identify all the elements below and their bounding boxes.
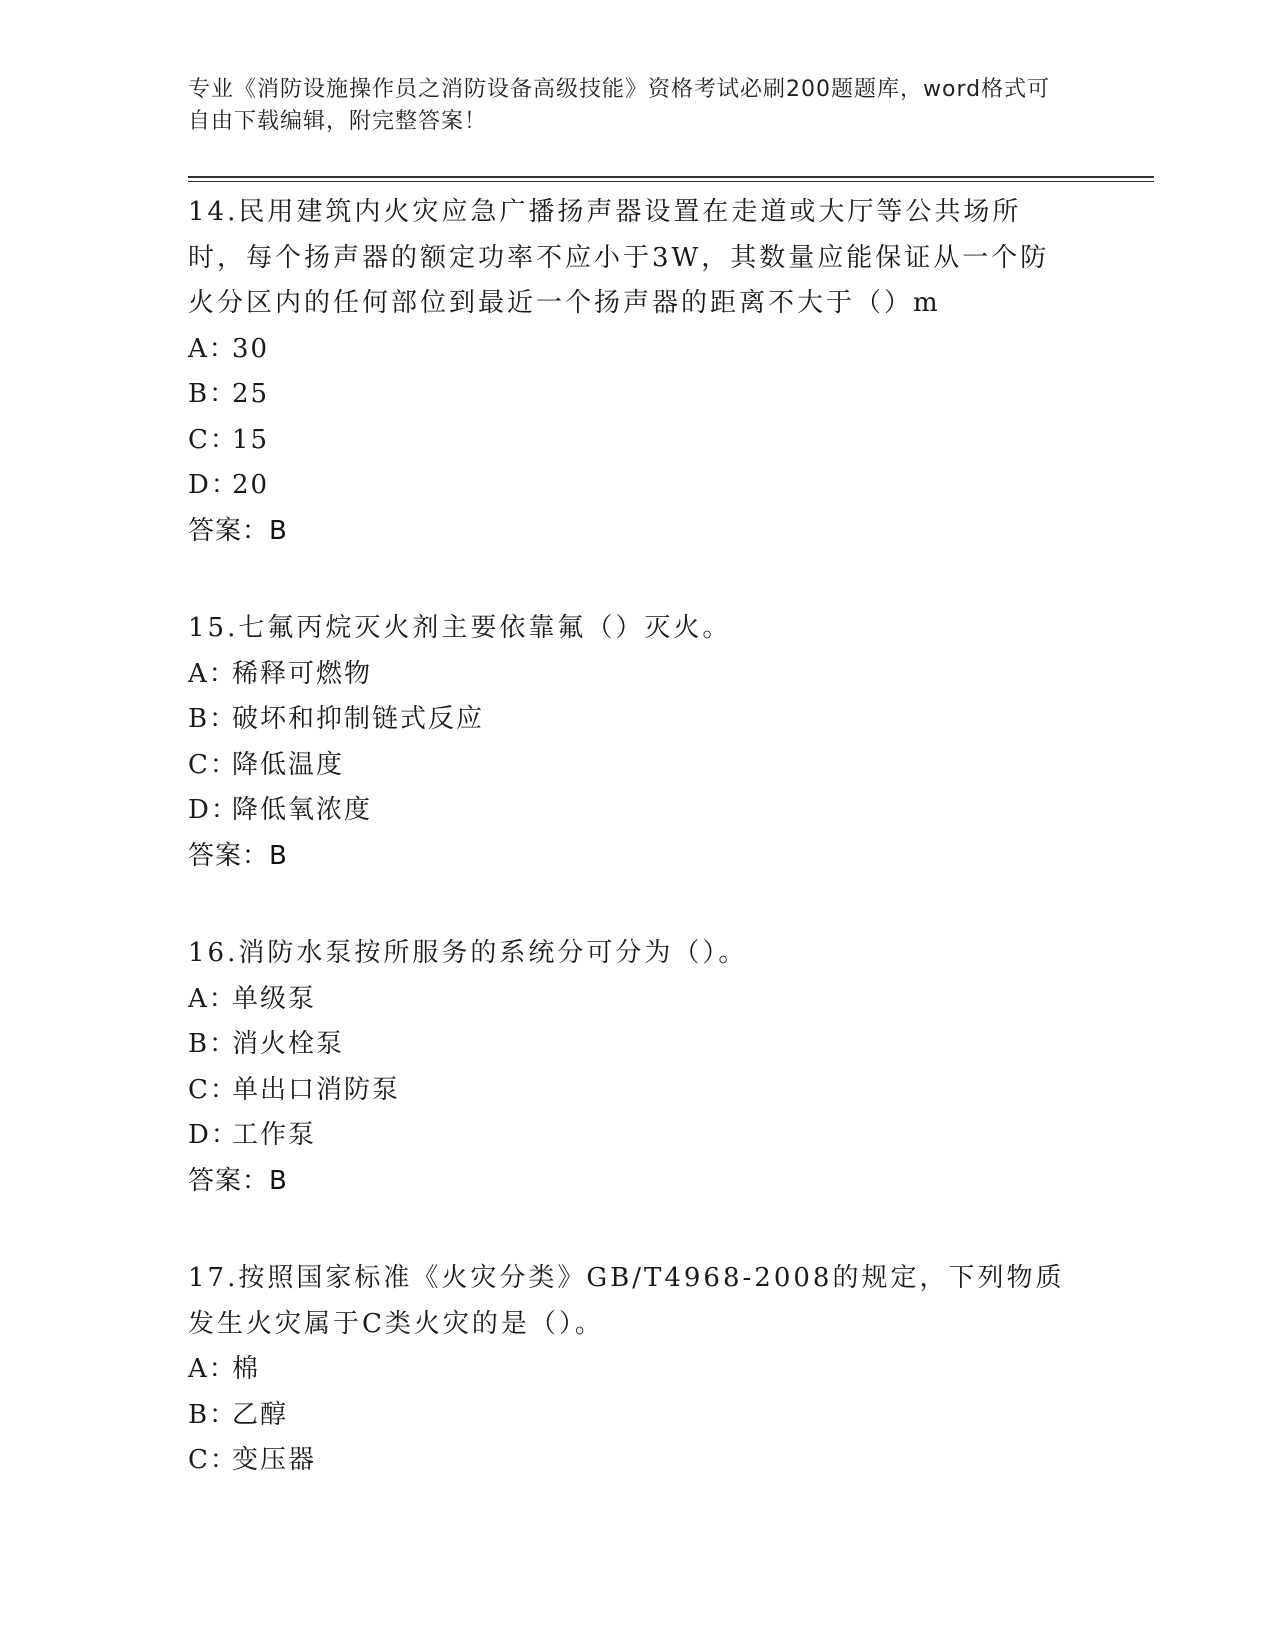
answer-line: 答案：B: [188, 515, 288, 546]
option-text: 单级泵: [232, 983, 317, 1014]
option-letter: D：: [188, 1120, 239, 1150]
question-list: [188, 190, 1068, 1536]
question-stem: 17.按照国家标准《火灾分类》GB/T4968-2008的规定，下列物质发生火灾属于C类火灾的是（）。: [188, 1263, 1065, 1339]
option-c: [188, 1438, 1068, 1484]
option-b: [188, 697, 1068, 743]
option-d: [188, 1113, 1068, 1159]
option-text: 降低氧浓度: [232, 795, 373, 825]
header-divider-thick: [188, 176, 1154, 178]
option-text: 降低温度: [232, 749, 345, 780]
question-15: [188, 606, 1068, 879]
option-c: [188, 418, 1068, 464]
answer-line: 答案：B: [188, 1165, 288, 1196]
question-14: [188, 190, 1068, 554]
option-letter: B：: [188, 1399, 238, 1430]
option-letter: A：: [188, 983, 237, 1014]
option-text: 破坏和抑制链式反应: [232, 704, 485, 734]
option-text: 消火栓泵: [232, 1029, 345, 1059]
option-a: [188, 1347, 1068, 1393]
option-a: [188, 327, 1068, 373]
question-stem: 14.民用建筑内火灾应急广播扬声器设置在走道或大厅等公共场所时，每个扬声器的额定功率不应小于3W，其数量应能保证从一个防火分区内的任何部位到最近一个扬声器的距离不大于（）m: [188, 197, 1050, 318]
option-text: 20: [232, 470, 270, 500]
option-letter: A：: [188, 333, 237, 364]
option-letter: C：: [188, 1074, 238, 1105]
question-stem: 16.消防水泵按所服务的系统分可分为（）。: [188, 938, 748, 968]
option-letter: D：: [188, 795, 239, 825]
option-letter: D：: [188, 470, 239, 500]
option-text: 25: [232, 379, 270, 409]
option-letter: A：: [188, 1354, 237, 1384]
option-text: 单出口消防泵: [232, 1074, 401, 1105]
option-a: [188, 977, 1068, 1023]
option-letter: C：: [188, 1445, 238, 1475]
option-text: 15: [232, 424, 270, 455]
option-c: [188, 1068, 1068, 1114]
question-17: [188, 1256, 1068, 1484]
option-d: [188, 788, 1068, 834]
option-letter: C：: [188, 749, 238, 780]
question-stem: 15.七氟丙烷灭火剂主要依靠氟（）灭火。: [188, 613, 732, 643]
option-b: [188, 1022, 1068, 1068]
answer-line: 答案：B: [188, 840, 288, 871]
header-divider-thin: [188, 181, 1154, 182]
option-b: [188, 1393, 1068, 1439]
document-header: 专业《消防设施操作员之消防设备高级技能》资格考试必刷200题题库，word格式可自由下载编辑，附完整答案！: [188, 77, 1051, 134]
option-text: 30: [232, 333, 270, 364]
option-a: [188, 652, 1068, 698]
option-d: [188, 463, 1068, 509]
option-letter: C：: [188, 424, 238, 455]
option-letter: B：: [188, 1029, 238, 1059]
option-b: [188, 372, 1068, 418]
option-text: 棉: [232, 1354, 261, 1384]
option-text: 稀释可燃物: [232, 658, 373, 689]
option-text: 工作泵: [232, 1120, 317, 1150]
question-16: [188, 931, 1068, 1204]
option-c: [188, 743, 1068, 789]
option-letter: B：: [188, 704, 238, 734]
option-text: 变压器: [232, 1445, 317, 1475]
option-text: 乙醇: [232, 1399, 289, 1430]
option-letter: A：: [188, 658, 237, 689]
option-letter: B：: [188, 379, 238, 409]
